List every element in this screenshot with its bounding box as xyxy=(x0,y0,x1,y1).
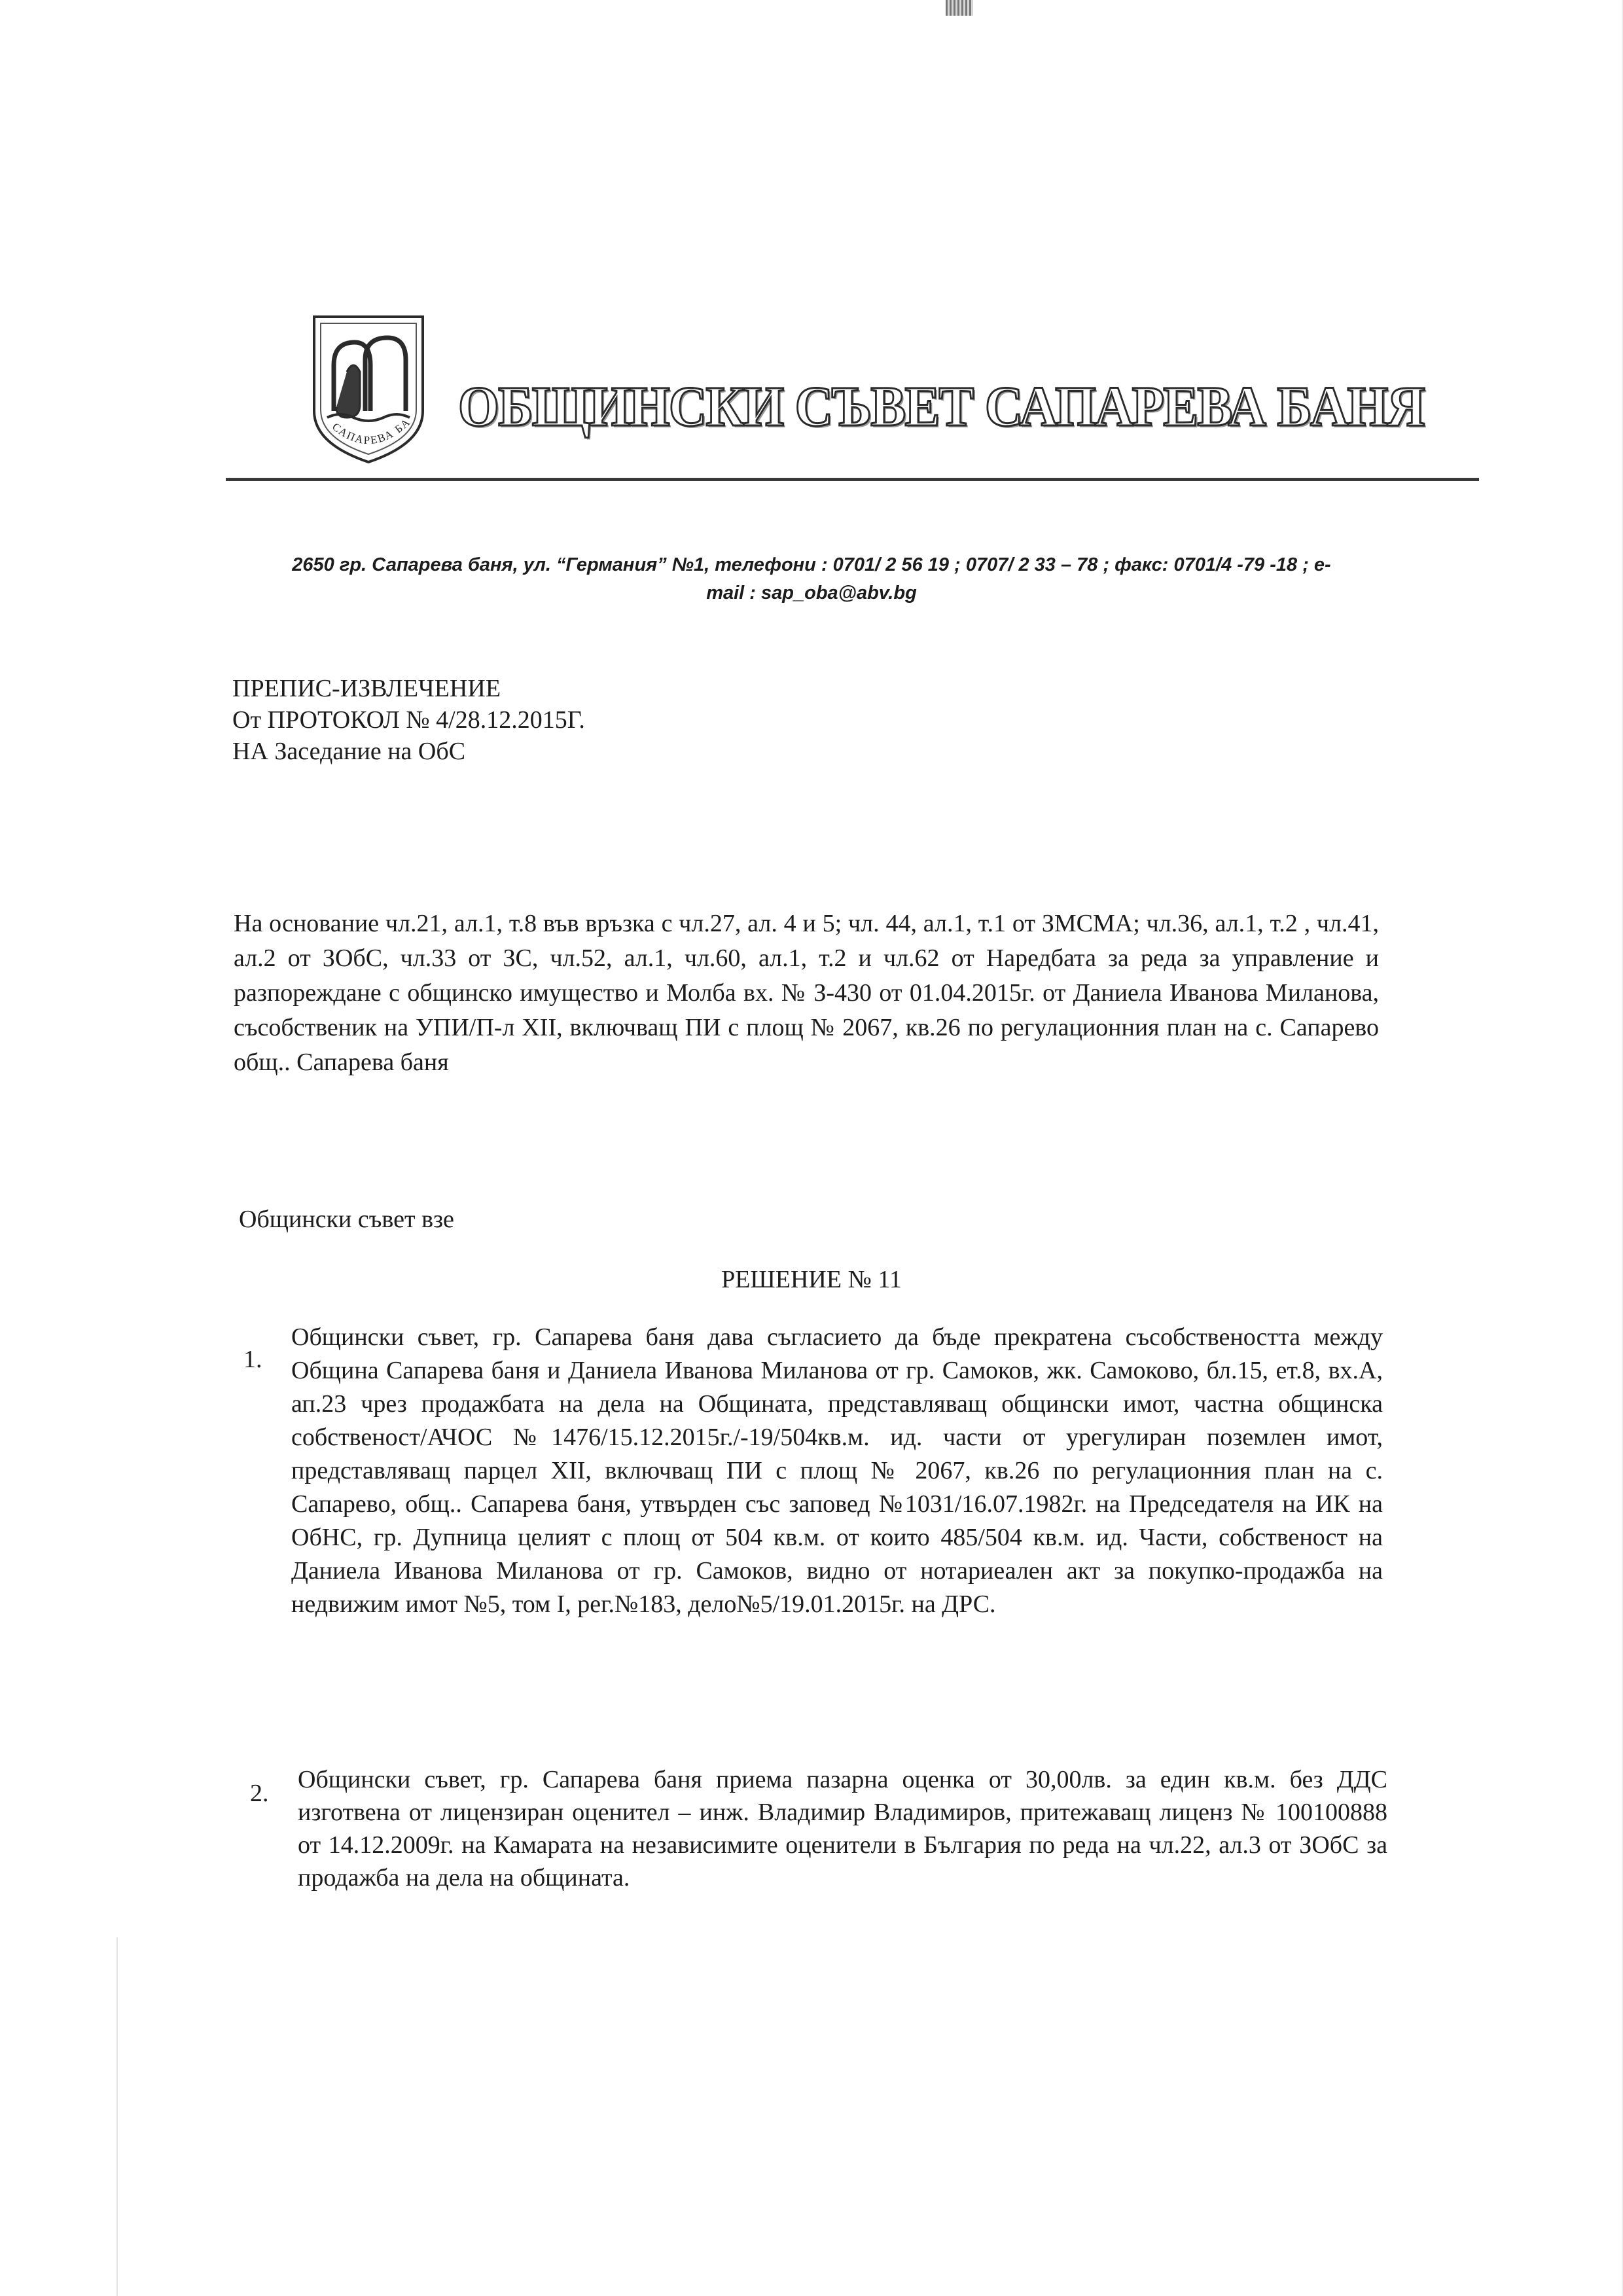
scan-artifact xyxy=(946,0,973,16)
scan-edge xyxy=(116,1937,118,2296)
legal-basis-paragraph: На основание чл.21, ал.1, т.8 във връзка с чл.27, ал. 4 и 5; чл. 44, ал.1, т.1 от ЗМСМА; чл.36, ал.1, т.2 , чл.41, ал.2 от ЗОбС, чл.33 от ЗС, чл.52, ал.1, чл.60, ал.1, т.2 и чл.62 от Наредбата за реда за управление и разпореждане с общинско имущество и Молба вх. № З-430 от 01.04.2015г. от Даниела Иванова Миланова, съсобственик на УПИ/П-л XII, включващ ПИ с площ № 2067, кв.26 по регулационния план на с. Сапарево общ.. Сапарева баня xyxy=(234,910,1379,1076)
decision-title: РЕШЕНИЕ № 11 xyxy=(721,1266,902,1293)
document-type: ПРЕПИС-ИЗВЛЕЧЕНИЕ xyxy=(232,675,501,702)
item-number: 2. xyxy=(250,1780,269,1807)
header-divider xyxy=(226,478,1479,481)
emblem-text: САПАРЕВА БА xyxy=(329,415,414,447)
decision-item: Общински съвет, гр. Сапарева баня приема пазарна оценка от 30,00лв. за един кв.м. без ДДС изготвена от лицензиран оценител – инж. Владимир Владимиров, притежаващ лиценз № 100100888 от 14.12.2009г. на Камарата на независимите оценители в България по реда на чл.22, ал.3 от ЗОбС за продажба на дела на общината. xyxy=(298,1766,1387,1892)
council-emblem-icon xyxy=(308,313,429,467)
council-address xyxy=(209,551,1414,607)
item-number: 1. xyxy=(243,1346,262,1373)
council-decided-line: Общински съвет взе xyxy=(239,1206,454,1233)
address-email-line: mail : sap_oba@abv.bg xyxy=(706,583,917,603)
session-reference: НА Заседание на ОбС xyxy=(232,738,466,765)
council-name: ОБЩИНСКИ СЪВЕТ САПАРЕВА БАНЯ xyxy=(458,374,1425,438)
address-line: 2650 гр. Сапарева баня, ул. “Германия” №1, телефони : 0701/ 2 56 19 ; 0707/ 2 33 – 78 ; факс: 0701/4 -79 -18 ; e- xyxy=(292,554,1331,575)
protocol-reference: От ПРОТОКОЛ № 4/28.12.2015Г. xyxy=(232,706,585,734)
extract-heading xyxy=(232,673,585,767)
decision-item: Общински съвет, гр. Сапарева баня дава съгласието да бъде прекратена съсобствеността между Община Сапарева баня и Даниела Иванова Миланова от гр. Самоков, жк. Самоково, бл.15, ет.8, вх.А, ап.23 чрез продажбата на дела на Общината, представляващ общински имот, частна общинска собственост/АЧОС №1476/15.12.2015г./-19/504кв.м. ид. части от урегулиран поземлен имот, представляващ парцел XII, включващ ПИ с площ № 2067, кв.26 по регулационния план на с. Сапарево, общ.. Сапарева баня, утвърден със заповед №1031/16.07.1982г. на Председателя на ИК на ОбНС, гр. Дупница целият с площ от 504 кв.м. от които 485/504 кв.м. ид. Части, собственост на Даниела Иванова Миланова от гр. Самоков, видно от нотариеален акт за покупко-продажба на недвижим имот №5, том I, рег.№183, дело№5/19.01.2015г. на ДРС. xyxy=(291,1323,1383,1618)
